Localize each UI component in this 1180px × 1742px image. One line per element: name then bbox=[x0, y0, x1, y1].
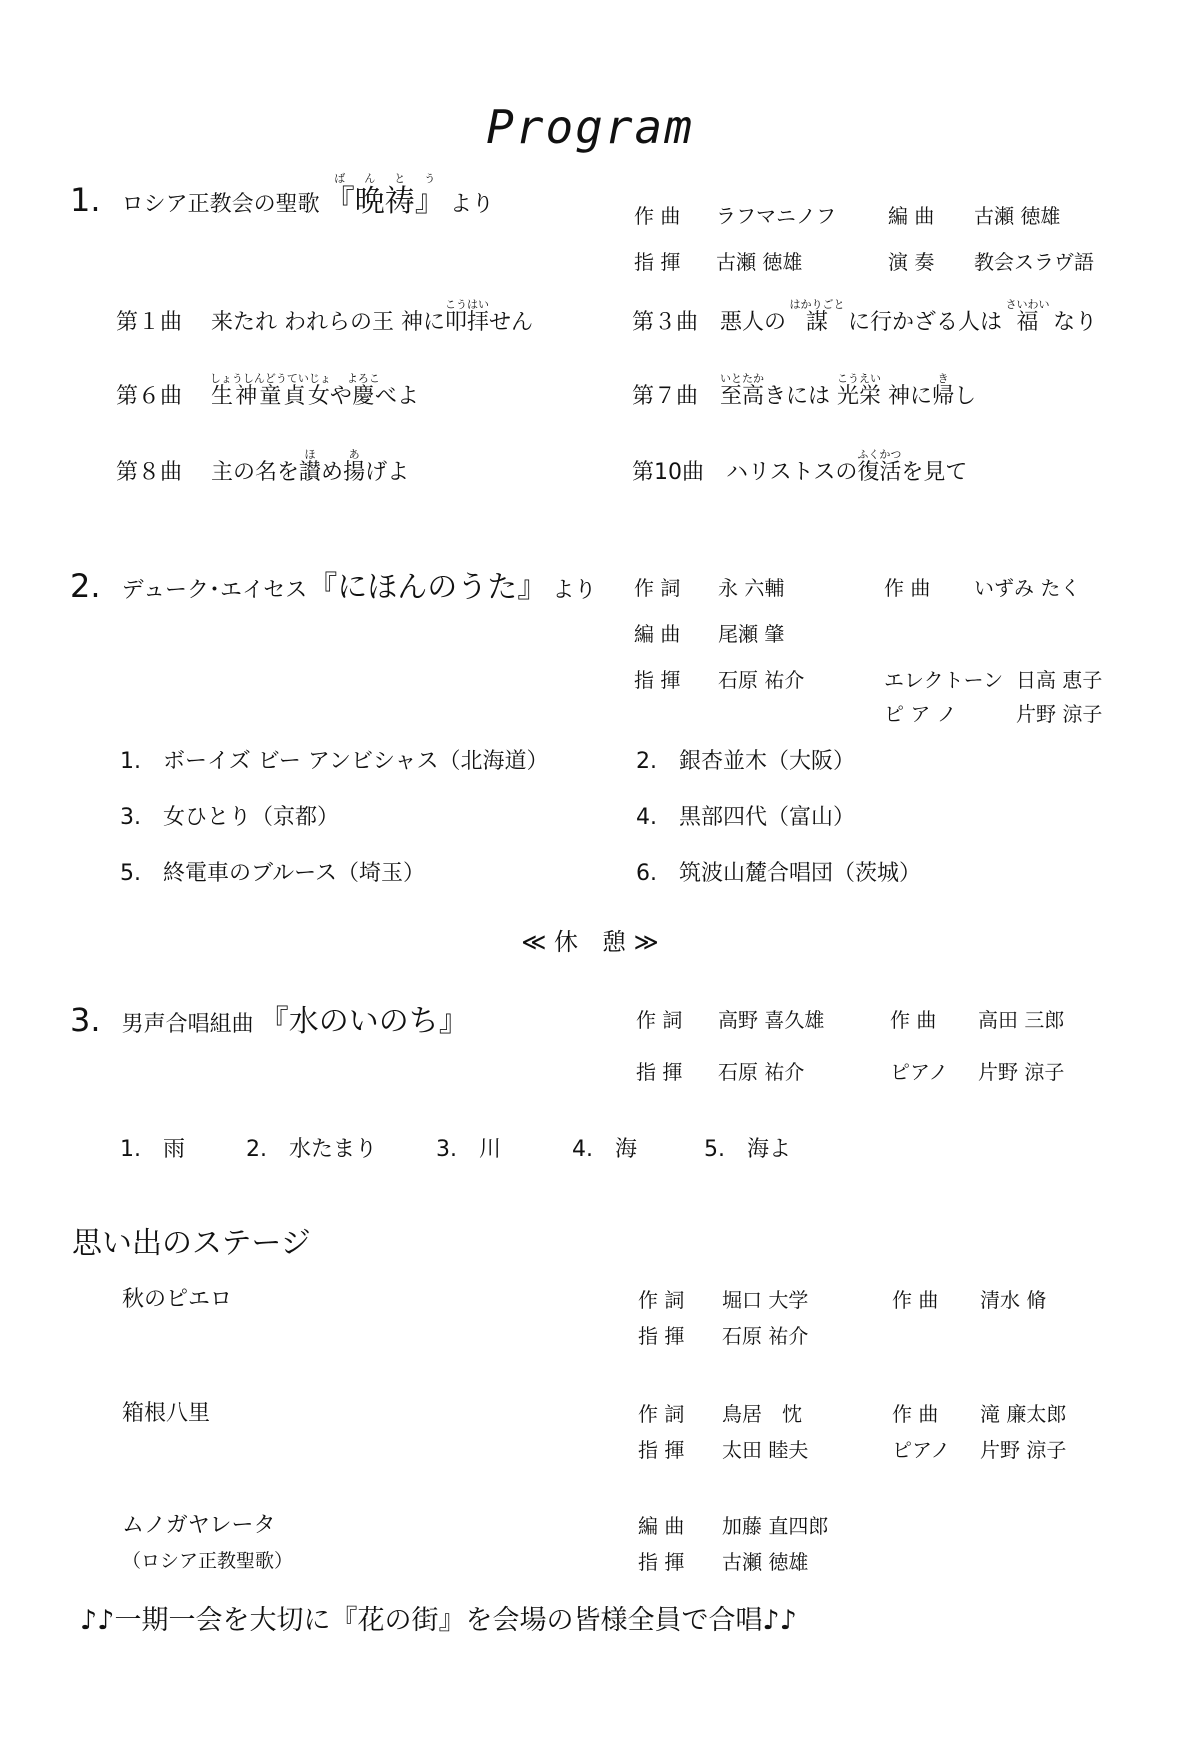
list-item: 5. 海よ bbox=[704, 1137, 791, 1162]
section-post: より bbox=[449, 192, 494, 217]
list-item: 4. 黒部四代（富山） bbox=[636, 805, 855, 830]
credit-role: 指 揮 bbox=[638, 1550, 685, 1574]
intermission: ≪ 休 憩 ≫ bbox=[521, 928, 659, 956]
credit-person: 教会スラヴ語 bbox=[974, 250, 1094, 274]
credit-role: 作 詞 bbox=[638, 1402, 685, 1426]
credit-role: 編 曲 bbox=[638, 1514, 685, 1538]
song-title: 箱根八里 bbox=[122, 1401, 211, 1426]
credit-role: 作 詞 bbox=[636, 1008, 683, 1032]
list-item: 第１曲 来たれ われらの王 神に叩拝こうはいせん bbox=[116, 298, 534, 335]
credit-person: 片野 涼子 bbox=[980, 1438, 1067, 1462]
page-title: Program bbox=[486, 100, 694, 154]
credit-person: 古瀬 徳雄 bbox=[722, 1550, 809, 1574]
credit-role: ピ ア ノ bbox=[884, 702, 957, 726]
credit-role: 作 詞 bbox=[634, 576, 681, 600]
credit-person: 太田 睦夫 bbox=[722, 1438, 809, 1462]
list-item: 5. 終電車のブルース（埼玉） bbox=[120, 861, 426, 886]
song-title: 秋のピエロ bbox=[122, 1287, 233, 1312]
list-item: 2. 銀杏並木（大阪） bbox=[636, 749, 855, 774]
credit-person: 滝 廉太郎 bbox=[980, 1402, 1067, 1426]
section-number: 3. bbox=[70, 1001, 101, 1039]
credit-person: 日高 恵子 bbox=[1016, 668, 1103, 692]
list-item: 3. 女ひとり（京都） bbox=[120, 805, 339, 830]
credit-person: 石原 祐介 bbox=[718, 668, 805, 692]
list-item: 第６曲 生神童貞女しょうしんどうていじょや慶よろこべよ bbox=[116, 372, 419, 409]
list-item: 6. 筑波山麓合唱団（茨城） bbox=[636, 861, 921, 886]
credit-role: 作 曲 bbox=[890, 1008, 937, 1032]
credit-role: 作 曲 bbox=[634, 204, 681, 228]
section-2-heading bbox=[70, 562, 596, 606]
list-item: 3. 川 bbox=[436, 1137, 501, 1162]
credit-person: 古瀬 徳雄 bbox=[716, 250, 803, 274]
list-item: 第８曲 主の名を讃ほめ揚あげよ bbox=[116, 448, 410, 485]
credit-person: 片野 涼子 bbox=[978, 1060, 1065, 1084]
credit-role: 作 曲 bbox=[892, 1288, 939, 1312]
credit-role: ピアノ bbox=[892, 1438, 951, 1462]
finale-note: ♪♪一期一会を大切に『花の街』を会場の皆様全員で合唱♪♪ bbox=[80, 1605, 797, 1636]
list-item: 4. 海 bbox=[572, 1137, 637, 1162]
credit-role: 作 詞 bbox=[638, 1288, 685, 1312]
credit-role: 作 曲 bbox=[892, 1402, 939, 1426]
section-1-heading bbox=[70, 172, 494, 220]
section-3-heading bbox=[70, 996, 469, 1040]
list-item: 1. ボーイズ ビー アンビシャス（北海道） bbox=[120, 749, 549, 774]
credit-person: 鳥居 忱 bbox=[722, 1402, 802, 1426]
section-pre: デューク･エイセス bbox=[121, 578, 308, 603]
section-pre: 男声合唱組曲 bbox=[121, 1012, 254, 1037]
section-number: 2. bbox=[70, 567, 101, 605]
credit-role: 指 揮 bbox=[634, 668, 681, 692]
list-item: 第７曲 至高いとたかきには 光栄こうえい 神に帰きし bbox=[632, 372, 977, 409]
credit-role: 指 揮 bbox=[638, 1324, 685, 1348]
credit-role: 編 曲 bbox=[888, 204, 935, 228]
section-4-heading: 思い出のステージ bbox=[72, 1226, 311, 1261]
credit-role: 編 曲 bbox=[634, 622, 681, 646]
credit-person: ラフマニノフ bbox=[716, 204, 836, 228]
credit-person: 石原 祐介 bbox=[722, 1324, 809, 1348]
credit-person: 古瀬 徳雄 bbox=[974, 204, 1061, 228]
section-work: 『にほんのうた』 bbox=[307, 570, 548, 605]
credit-person: 堀口 大学 bbox=[722, 1288, 809, 1312]
credit-role: 作 曲 bbox=[884, 576, 931, 600]
credit-person: 永 六輔 bbox=[718, 576, 785, 600]
credit-person: 加藤 直四郎 bbox=[722, 1514, 829, 1538]
list-item: 1. 雨 bbox=[120, 1137, 185, 1162]
credit-person: 清水 脩 bbox=[980, 1288, 1047, 1312]
song-subtitle: （ロシア正教聖歌） bbox=[122, 1550, 294, 1572]
credit-person: 片野 涼子 bbox=[1016, 702, 1103, 726]
section-number: 1. bbox=[70, 181, 101, 219]
section-post: より bbox=[552, 578, 597, 603]
credit-role: 指 揮 bbox=[634, 250, 681, 274]
credit-person: 尾瀬 肇 bbox=[718, 622, 785, 646]
song-title: ムノガヤレータ bbox=[122, 1513, 276, 1538]
section-work: 『水のいのち』 bbox=[258, 1004, 469, 1039]
credit-role: 指 揮 bbox=[638, 1438, 685, 1462]
credit-person: 石原 祐介 bbox=[718, 1060, 805, 1084]
section-work: 『晩祷』ばんとう bbox=[324, 172, 445, 219]
list-item: 第10曲 ハリストスの復活ふくかつを見て bbox=[632, 448, 968, 485]
credit-role: 指 揮 bbox=[636, 1060, 683, 1084]
section-pre: ロシア正教会の聖歌 bbox=[121, 192, 320, 217]
credit-person: 高田 三郎 bbox=[978, 1008, 1065, 1032]
credit-role: 演 奏 bbox=[888, 250, 935, 274]
credit-person: いずみ たく bbox=[974, 576, 1081, 600]
list-item: 第３曲 悪人の 謀はかりごと に行かざる人は 福さいわい なり bbox=[632, 298, 1098, 335]
credit-person: 高野 喜久雄 bbox=[718, 1008, 825, 1032]
credit-role: エレクトーン bbox=[884, 668, 1004, 692]
list-item: 2. 水たまり bbox=[246, 1137, 377, 1162]
credit-role: ピアノ bbox=[890, 1060, 949, 1084]
